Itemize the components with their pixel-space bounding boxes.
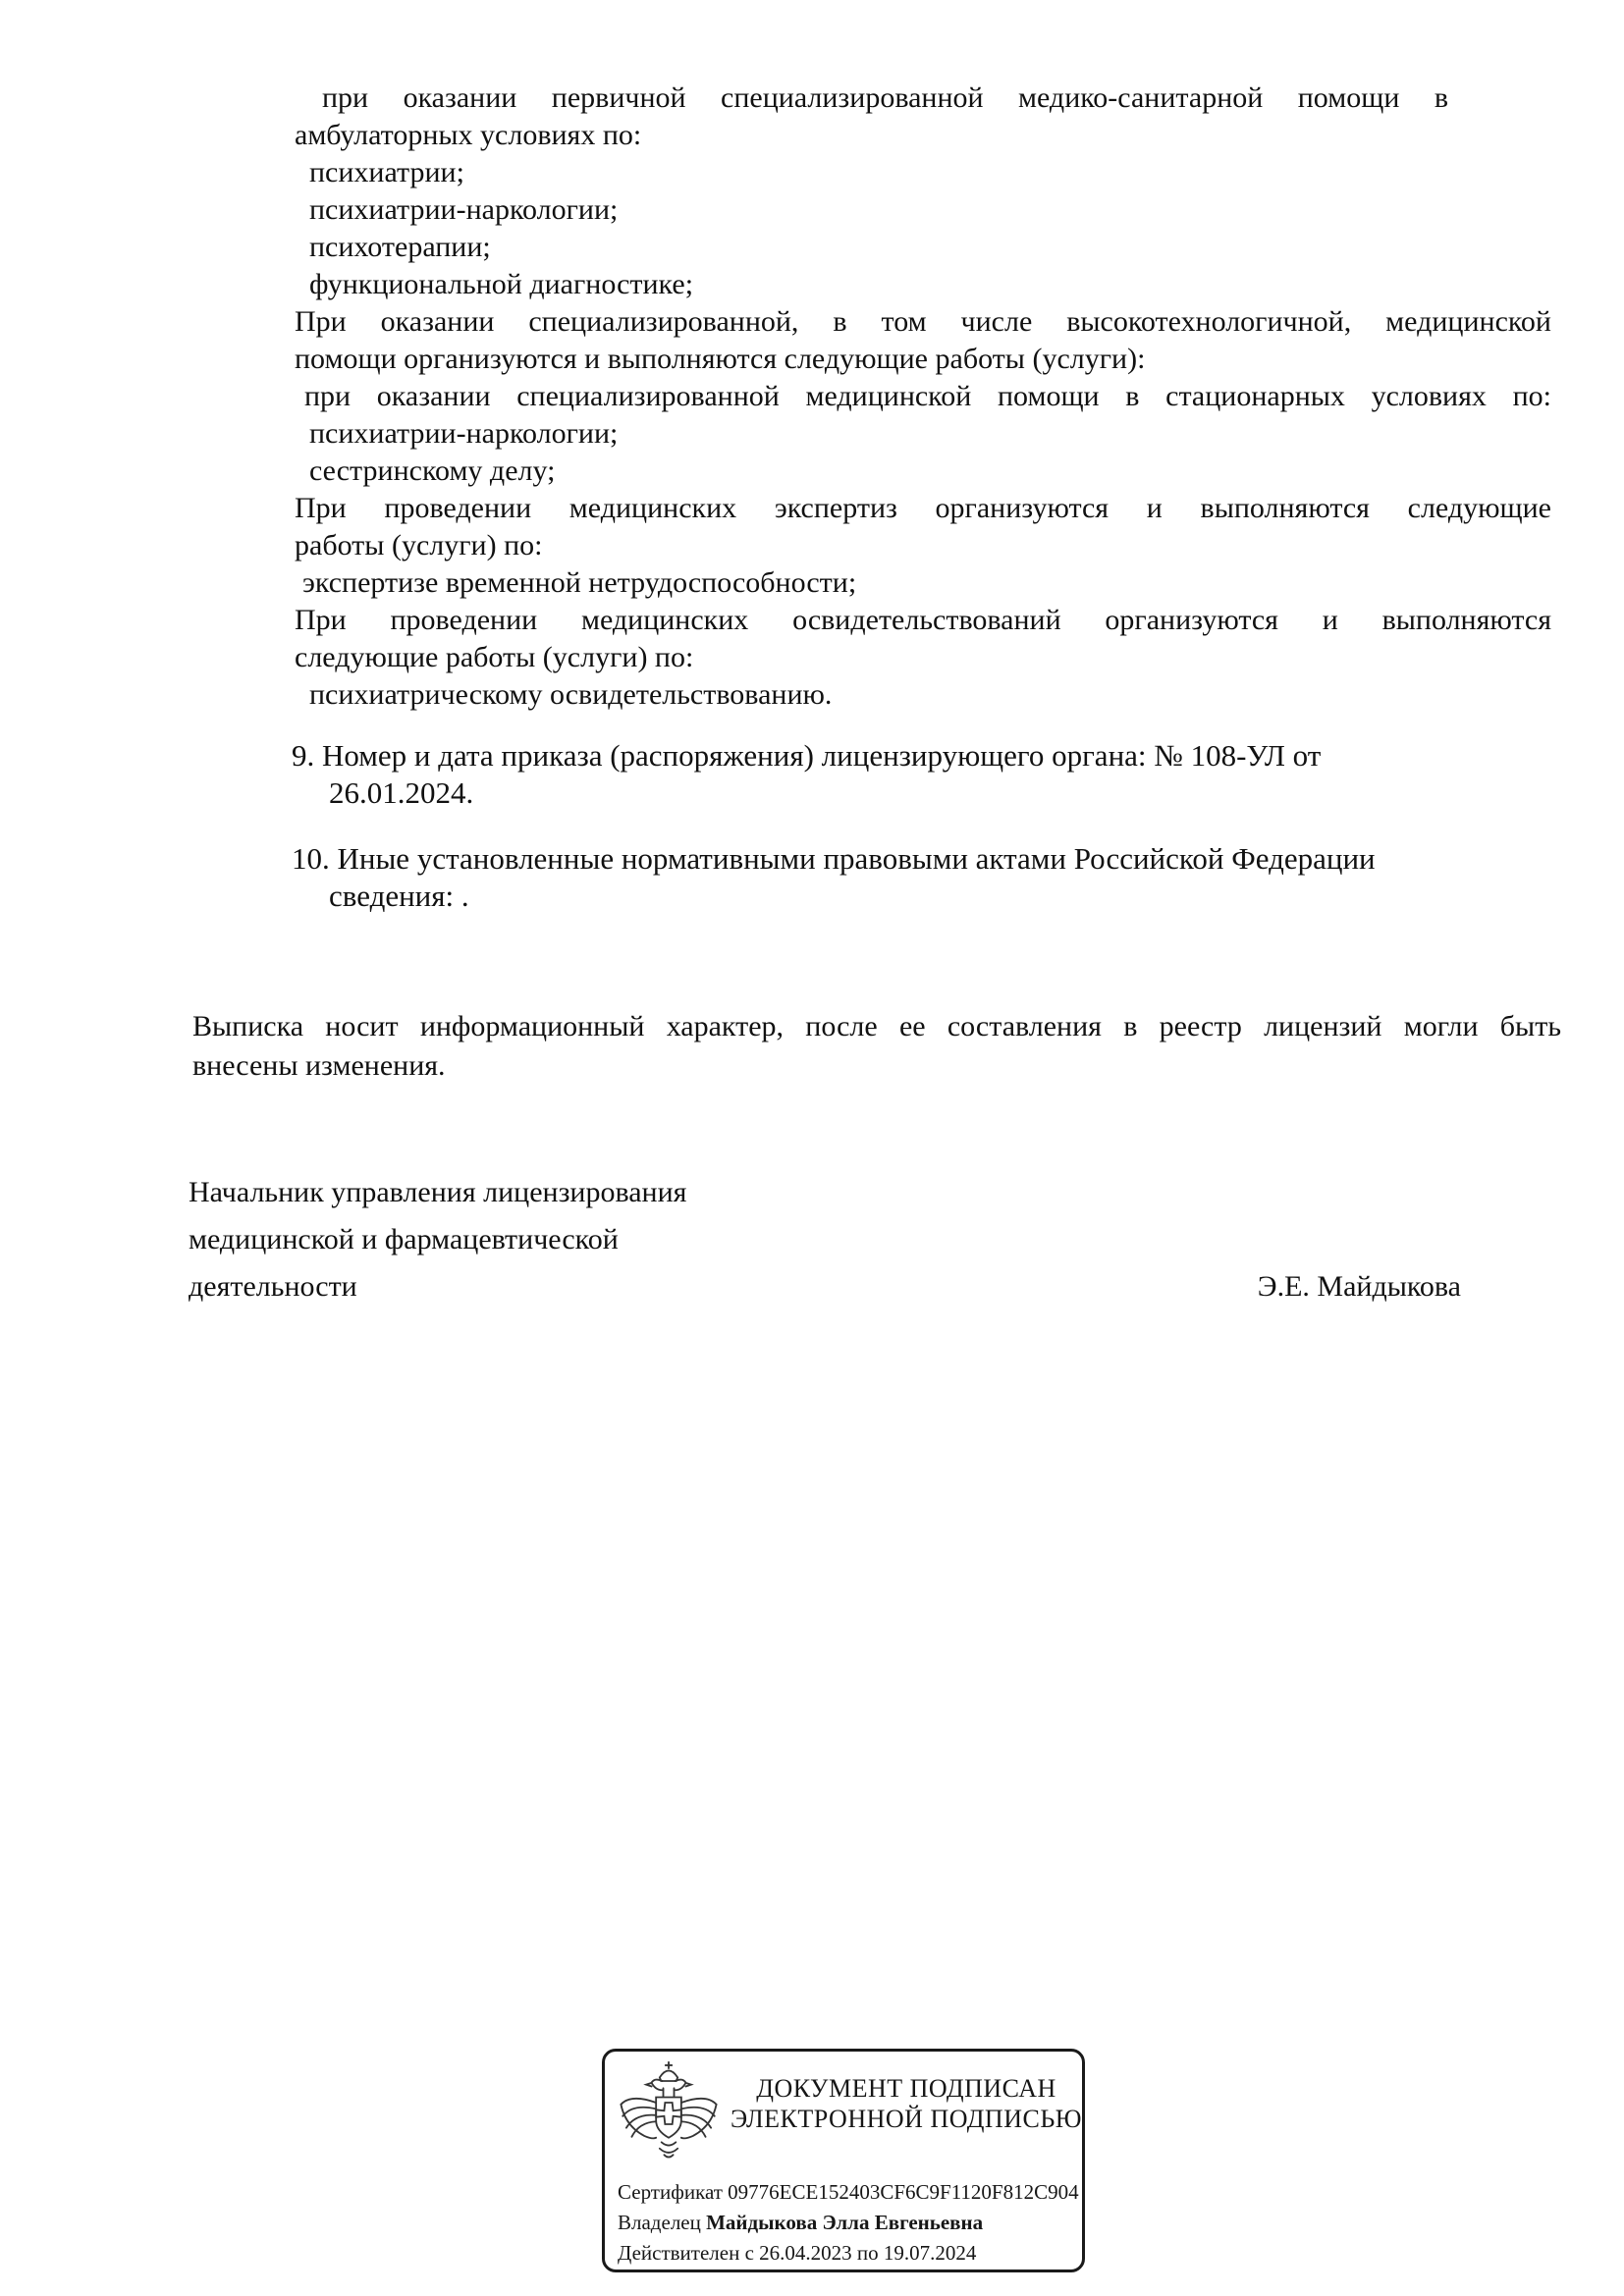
- signature-stamp: [602, 2049, 1085, 2272]
- stamp-title-line: ДОКУМЕНТ ПОДПИСАН: [756, 2074, 1056, 2103]
- validity-value: с 26.04.2023 по 19.07.2024: [744, 2241, 977, 2265]
- item-9-line: 26.01.2024.: [329, 775, 474, 810]
- body-line: сестринскому делу;: [309, 454, 556, 487]
- certificate-label: Сертификат: [618, 2180, 723, 2204]
- body-line: при оказании первичной специализированной медико-санитарной помощи в: [322, 81, 1448, 114]
- validity-line: [618, 2238, 1079, 2269]
- body-line: работы (услуги) по:: [295, 529, 543, 561]
- signoff-position-line: деятельности: [189, 1270, 357, 1303]
- owner-label: Владелец: [618, 2211, 701, 2234]
- license-item-9: [292, 737, 1551, 812]
- numbered-items-section: [292, 737, 1551, 915]
- body-line: психотерапии;: [309, 231, 491, 263]
- item-10-line: сведения: .: [329, 879, 469, 913]
- body-line: При проведении медицинских экспертиз организуются и выполняются следующие: [295, 492, 1551, 524]
- body-line: амбулаторных условиях по:: [295, 119, 642, 151]
- info-note-line: внесены изменения.: [192, 1049, 446, 1082]
- body-line: следующие работы (услуги) по:: [295, 641, 694, 673]
- signoff-last-row: [189, 1263, 1461, 1310]
- signoff-section: [189, 1169, 1461, 1310]
- certificate-line: [618, 2177, 1079, 2208]
- item-9-line: 9. Номер и дата приказа (распоряжения) лицензирующего органа: № 108-УЛ от: [292, 738, 1322, 773]
- stamp-title-line: ЭЛЕКТРОННОЙ ПОДПИСЬЮ: [731, 2105, 1082, 2133]
- validity-label: Действителен: [618, 2241, 740, 2265]
- body-line: функциональной диагностике;: [309, 268, 694, 300]
- certificate-value: 09776ECE152403CF6C9F1120F812C904: [728, 2180, 1079, 2204]
- body-line: помощи организуются и выполняются следующие работы (услуги):: [295, 343, 1146, 375]
- body-line: психиатрии-наркологии;: [309, 417, 619, 450]
- body-line: психиатрии;: [309, 156, 464, 188]
- body-line: При оказании специализированной, в том числе высокотехнологичной, медицинской: [295, 305, 1551, 338]
- license-item-10: [292, 840, 1551, 915]
- signoff-name: Э.Е. Майдыкова: [1257, 1270, 1461, 1303]
- signoff-position-line: медицинской и фармацевтической: [189, 1223, 619, 1255]
- body-line: При проведении медицинских освидетельствований организуются и выполняются: [295, 604, 1551, 636]
- signoff-position-line: Начальник управления лицензирования: [189, 1176, 687, 1208]
- info-note: [192, 1007, 1561, 1086]
- body-line: экспертизе временной нетрудоспособности;: [302, 566, 857, 599]
- body-line: психиатрическому освидетельствованию.: [309, 678, 833, 711]
- stamp-details: [618, 2177, 1079, 2269]
- item-10-line: 10. Иные установленные нормативными правовыми актами Российской Федерации: [292, 841, 1376, 876]
- owner-line: [618, 2208, 1079, 2238]
- roszdravnadzor-eagle-icon: [605, 2052, 731, 2173]
- license-works-section: [295, 80, 1551, 714]
- info-note-line: Выписка носит информационный характер, после ее составления в реестр лицензий могли быть: [192, 1010, 1561, 1042]
- body-line: при оказании специализированной медицинской помощи в стационарных условиях по:: [304, 380, 1551, 412]
- stamp-title: [731, 2073, 1082, 2173]
- owner-value: Майдыкова Элла Евгеньевна: [706, 2211, 984, 2234]
- stamp-header: [605, 2052, 1082, 2173]
- body-line: психиатрии-наркологии;: [309, 193, 619, 226]
